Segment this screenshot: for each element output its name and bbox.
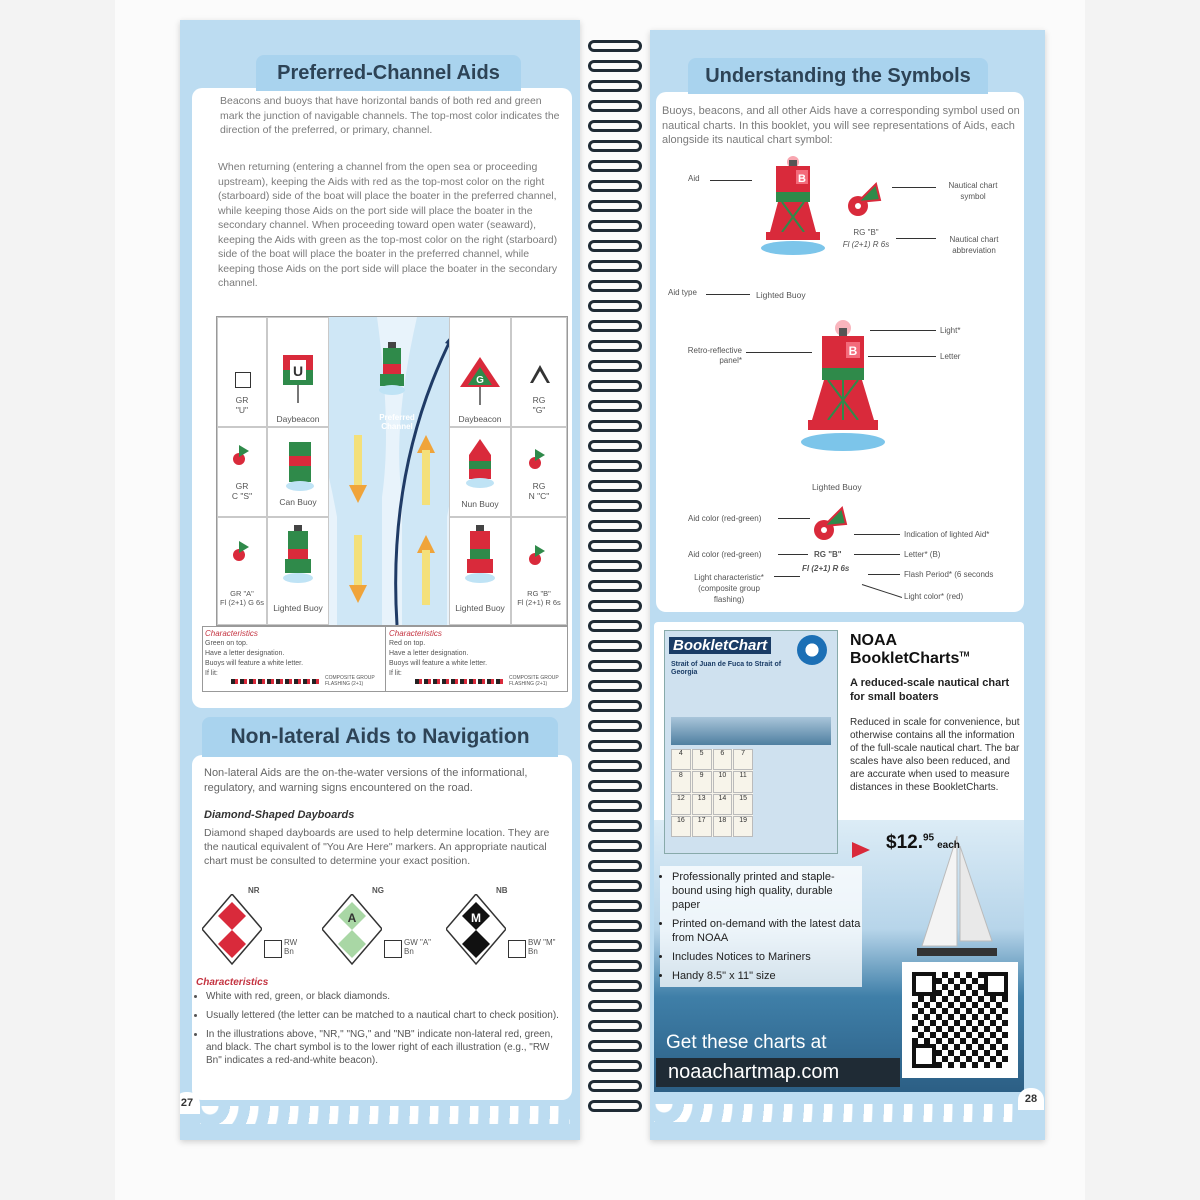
characteristics-right-heading: Characteristics [389,629,442,638]
abbr-line-1: RG "B" [853,228,879,237]
spiral-coil [588,160,642,172]
dayboard-ng [322,886,442,966]
arrow-letter-b [854,554,900,555]
buoy-b-letter: B [798,173,806,185]
ad-tagline: A reduced-scale nautical chart for small boaters [850,677,1010,703]
rg-n-c-flag-icon [535,449,545,461]
spiral-coil [588,460,642,472]
price-cents: 95 [922,832,935,844]
yellow-arrow-up-right-2-icon [417,535,435,605]
daybeacon-u-letter: U [292,363,304,379]
dayboard-nr-symbol-box [264,940,282,958]
price-arrow-icon [852,842,870,858]
diamond-green-icon [322,894,382,974]
bottom-wave-left [200,1106,570,1124]
ad-brand-2-text: BookletCharts [850,650,960,667]
nonlateral-char-heading: Characteristics [196,977,269,988]
label-letter: Letter [940,352,961,361]
dayboard-nb [446,886,571,966]
aid-buoy-icon [758,156,828,256]
cover-grid-cell: 11 [733,771,753,792]
label-gr-c-s: GR C "S" [231,481,253,501]
characteristics-left-heading: Characteristics [205,629,258,638]
cover-grid-cell: 10 [713,771,733,792]
rg-b-label: RG "B" [814,550,842,559]
cover-grid-cell: 8 [671,771,691,792]
noaa-logo-icon [797,635,827,665]
page-number-right: 28 [1018,1088,1044,1110]
spiral-coil [588,700,642,712]
label-letter-b: Letter* (B) [904,550,941,559]
spiral-coil [588,400,642,412]
page-number-left: 27 [180,1092,200,1114]
nun-buoy-icon [465,439,495,494]
label-indication: Indication of lighted Aid* [904,530,990,539]
label-rg-g: RG "G" [532,395,546,415]
spiral-coil [588,760,642,772]
cover-photo [671,717,831,745]
characteristics-left [205,629,383,679]
preferred-channel-grid [216,316,568,626]
label-light-color: Light color* (red) [904,592,964,601]
cover-grid-cell: 13 [692,794,712,815]
spiral-coil [588,280,642,292]
daybeacon-g-letter: G [476,375,484,386]
spiral-coil [588,440,642,452]
symbols-intro: Buoys, beacons, and all other Aids have a corresponding symbol used on nautical charts. In this booklet, you will see representations of Aids, each alongside its nautical chart symbol: [662,105,1020,146]
cell-rg-b [511,517,567,625]
spiral-coil [588,1060,642,1072]
spiral-coil [588,1100,642,1112]
qr-finder-tr [984,972,1008,996]
characteristics-right [389,629,565,679]
arrow-retro [746,352,812,353]
label-daybeacon-right: Daybeacon [458,414,502,424]
spiral-coil [588,180,642,192]
label-lighted-buoy-2: Lighted Buoy [812,482,862,492]
spiral-coil [588,980,642,992]
dayboard-ng-letter: A [347,911,357,925]
label-can-buoy: Can Buoy [279,497,317,507]
spiral-coil [588,320,642,332]
flash-label-right: COMPOSITE GROUP FLASHING (2+1) [509,675,559,687]
label-gr-a: GR "A" Fl (2+1) G 6s [220,589,264,607]
char-left-1: Green on top. [205,640,248,647]
dayboard-nb-symbol-box [508,940,526,958]
gr-a-flag-icon [239,541,249,553]
spiral-coil [588,880,642,892]
cover-grid-cell: 12 [671,794,691,815]
spiral-coil [588,840,642,852]
cover-grid-cell: 19 [733,816,753,837]
arrow-aid-color-1 [778,518,810,519]
spiral-coil [588,40,642,52]
char-right-2: Have a letter designation. [389,650,469,657]
cover-grid [671,749,753,837]
dayboard-nr-symbol: RW Bn [284,938,298,956]
arrow-aid-type [706,294,750,295]
spiral-coil [588,480,642,492]
feature-1: • Professionally printed and staple-bound using high quality, durable paper [672,870,862,912]
flash-bar-left [231,679,321,684]
gr-c-s-flag-icon [239,445,249,457]
spiral-coil [588,860,642,872]
spiral-coil [588,800,642,812]
spiral-coil [588,640,642,652]
lighted-buoy-right-icon [463,525,497,595]
spiral-coil [588,240,642,252]
spiral-coil [588,680,642,692]
arrow-light-char [774,576,800,577]
arrow-letter [868,356,936,357]
spiral-coil [588,740,642,752]
qr-code-icon [902,962,1018,1078]
label-aid-color-2: Aid color (red-green) [688,550,762,559]
left-page [180,20,580,1140]
arrow-light [870,330,936,331]
spiral-coil [588,520,642,532]
bullet-3: • In the illustrations above, "NR," "NG," and "NB" indicate non-lateral red, green, and black. The chart symbol is to the lower right of each illustration (e.g., "RW Bn" indicates a red-and-white beacon). [206,1028,566,1067]
spiral-coil [588,560,642,572]
char-left-3: Buoys will feature a white letter. [205,660,304,667]
symbols-title: Understanding the Symbols [688,58,988,94]
label-daybeacon-left: Daybeacon [276,414,320,424]
spiral-coil [588,1080,642,1092]
label-nautical-chart-symbol: Nautical chart symbol [948,181,998,201]
cell-rg-n-c [511,427,567,517]
buoy-large-b-letter: B [848,344,858,358]
spiral-coil [588,580,642,592]
ad-url: noaachartmap.com [656,1058,900,1087]
booklet-cover-subtitle: Strait of Juan de Fuca to Strait of Georgia [671,661,782,676]
flash-bar-right [415,679,505,684]
cover-grid-cell: 5 [692,749,712,770]
ad-brand-tm: TM [959,651,970,659]
feature-2: • Printed on-demand with the latest data from NOAA [672,917,862,945]
arrow-aid-color-2 [778,554,808,555]
spiral-coil [588,60,642,72]
spiral-coil [588,420,642,432]
spiral-coil [588,660,642,672]
ad-brand: NOAA [850,632,898,649]
label-rg-n-c: RG N "C" [528,481,550,501]
spiral-coil [588,140,642,152]
chart-symbol-icon [846,178,886,218]
cell-gr-a [217,517,267,625]
cover-grid-cell: 7 [733,749,753,770]
label-flash-period: Flash Period* (6 seconds [904,570,994,579]
can-buoy-icon [285,442,315,497]
spiral-coil [588,300,642,312]
label-preferred-channel: Preferred Channel [379,413,415,431]
label-lighted-buoy: Lighted Buoy [756,290,806,300]
label-retro-reflective: Retro-reflective panel* [687,346,742,365]
spiral-coil [588,900,642,912]
cover-grid-cell: 4 [671,749,691,770]
square-symbol-icon [235,372,251,388]
spiral-coil [588,1000,642,1012]
dayboard-nr [202,886,312,966]
spiral-coil [588,820,642,832]
spiral-coil [588,940,642,952]
dayboard-nb-symbol: BW "M" Bn [528,938,556,956]
dayboard-nb-tag: NB [496,886,508,895]
ad-brand-2 [850,650,969,668]
arrow-chart-symbol [892,187,936,188]
spiral-coil [588,340,642,352]
label-light: Light* [940,326,961,335]
spiral-coil [588,620,642,632]
preferred-channel-buoy-icon [377,342,407,402]
cover-grid-cell: 14 [713,794,733,815]
label-gr-u: GR "U" [235,395,249,415]
yellow-arrow-down-left-2-icon [349,535,367,605]
nonlateral-intro: Non-lateral Aids are the on-the-water versions of the informational, regulatory, and warning signs encountered on the road. [204,767,528,794]
cover-grid-cell: 18 [713,816,733,837]
chart-symbol-small-icon [812,504,852,544]
spiral-coil [588,500,642,512]
label-lighted-buoy-left: Lighted Buoy [273,603,323,613]
spiral-coil [588,1020,642,1032]
spiral-coil [588,360,642,372]
ad-cta: Get these charts at [666,1032,827,1053]
arrow-aid [710,180,752,181]
ad-price [886,832,960,854]
lighted-buoy-left-icon [281,525,315,595]
cover-grid-cell: 16 [671,816,691,837]
daybeacon-u-icon [281,355,315,405]
characteristics-divider [385,627,386,691]
dayboard-nr-tag: NR [248,886,260,895]
arrow-indication [854,534,900,535]
feature-3: • Includes Notices to Mariners [672,950,862,964]
char-left-4: If lit: [205,670,218,677]
spiral-coil [588,80,642,92]
nonlateral-subheading: Diamond-Shaped Dayboards [204,809,355,821]
spiral-coil [588,720,642,732]
ad-features [660,866,862,987]
spiral-binding [588,30,646,1140]
spiral-coil [588,960,642,972]
spiral-coil [588,120,642,132]
lighted-buoy-large-icon [798,320,888,460]
yellow-arrow-up-right-icon [417,435,435,505]
cover-grid-cell: 15 [733,794,753,815]
preferred-para-1: Beacons and buoys that have horizontal bands of both red and green mark the junction of navigable channels. The top-most color indicates the direction of the preferred, or primary, channel. [220,95,560,136]
rg-b-flag-icon [535,545,545,557]
char-right-3: Buoys will feature a white letter. [389,660,488,667]
char-right-4: If lit: [389,670,402,677]
daybeacon-g-icon [460,357,500,407]
label-light-characteristic: Light characteristic* (composite group flashing) [694,573,764,604]
label-nun-buoy: Nun Buoy [461,499,499,509]
feature-4: • Handy 8.5" x 11" size [672,969,862,983]
cover-grid-cell: 6 [713,749,733,770]
dayboard-ng-tag: NG [372,886,384,895]
yellow-arrow-down-left-icon [349,435,367,505]
flash-label-left: COMPOSITE GROUP FLASHING (2+1) [325,675,375,687]
spiral-coil [588,780,642,792]
nonlateral-title: Non-lateral Aids to Navigation [202,717,558,757]
spiral-coil [588,380,642,392]
label-rg-b: RG "B" Fl (2+1) R 6s [517,589,561,607]
ad-desc: Reduced in scale for convenience, but otherwise contains all the information of the full-scale nautical chart. The bar scales have also been reduced, and are accurate when used to measure distances in these BookletCharts. [850,717,1020,793]
preferred-para-2: When returning (entering a channel from the open sea or proceeding upstream), keeping the Aids with red as the top-most color on the right (starboard) side of the boat will place the boater in the preferred channel, while keeping those Aids on the port side will place the boater in the secondary channel. When proceeding toward open water (seaward), keeping the Aids with green as the top-most color on the right (starboard) side of the boat will place the boater in the preferred channel, while keeping those Aids on the port side will place the boater in the secondary channel. [218,161,558,289]
spiral-coil [588,920,642,932]
spiral-coil [588,260,642,272]
abbr-line-2: Fl (2+1) R 6s [842,240,890,249]
qr-finder-tl [912,972,936,996]
dayboard-ng-symbol: GW "A" Bn [404,938,432,956]
arrow-abbreviation [896,238,936,239]
right-page [650,30,1045,1140]
dayboard-ng-symbol-box [384,940,402,958]
label-aid: Aid [688,174,700,183]
arrow-flash-period [868,574,900,575]
char-left-2: Have a letter designation. [205,650,285,657]
bullet-2: • Usually lettered (the letter can be matched to a nautical chart to check position). [206,1009,566,1022]
cover-grid-cell: 17 [692,816,712,837]
label-nautical-chart-abbreviation: Nautical chart abbreviation [949,235,999,255]
characteristics-box [202,626,568,692]
label-lighted-buoy-right: Lighted Buoy [455,603,505,613]
spiral-coil [588,100,642,112]
label-aid-type: Aid type [668,288,697,297]
price-dollars: $12. [886,832,923,853]
sailboat-icon [912,836,1002,966]
cell-gr-c-s [217,427,267,517]
spiral-coil [588,220,642,232]
spiral-coil [588,540,642,552]
diamond-black-icon [446,894,506,974]
label-aid-color-1: Aid color (red-green) [688,514,762,523]
spiral-coil [588,600,642,612]
dayboard-nb-letter: M [471,911,481,925]
preferred-channel-title: Preferred-Channel Aids [256,55,521,91]
price-each: each [937,840,960,851]
fl-label: Fl (2+1) R 6s [802,564,850,573]
bullet-1: • White with red, green, or black diamonds. [206,990,566,1003]
qr-finder-bl [912,1044,936,1068]
spiral-coil [588,200,642,212]
char-right-1: Red on top. [389,640,426,647]
nonlateral-desc: Diamond shaped dayboards are used to help determine location. They are the nautical equivalent of "You Are Here" markers. An appropriate nautical chart must be consulted to determine your exact position. [204,827,550,867]
booklet-cover [664,630,838,854]
spiral-coil [588,1040,642,1052]
cover-grid-cell: 9 [692,771,712,792]
bottom-wave-right [654,1104,1018,1122]
nonlateral-bullets [194,990,566,1067]
triangle-symbol-inner [533,371,547,383]
booklet-cover-title: BookletChart [669,637,771,654]
diamond-red-icon [202,894,262,974]
